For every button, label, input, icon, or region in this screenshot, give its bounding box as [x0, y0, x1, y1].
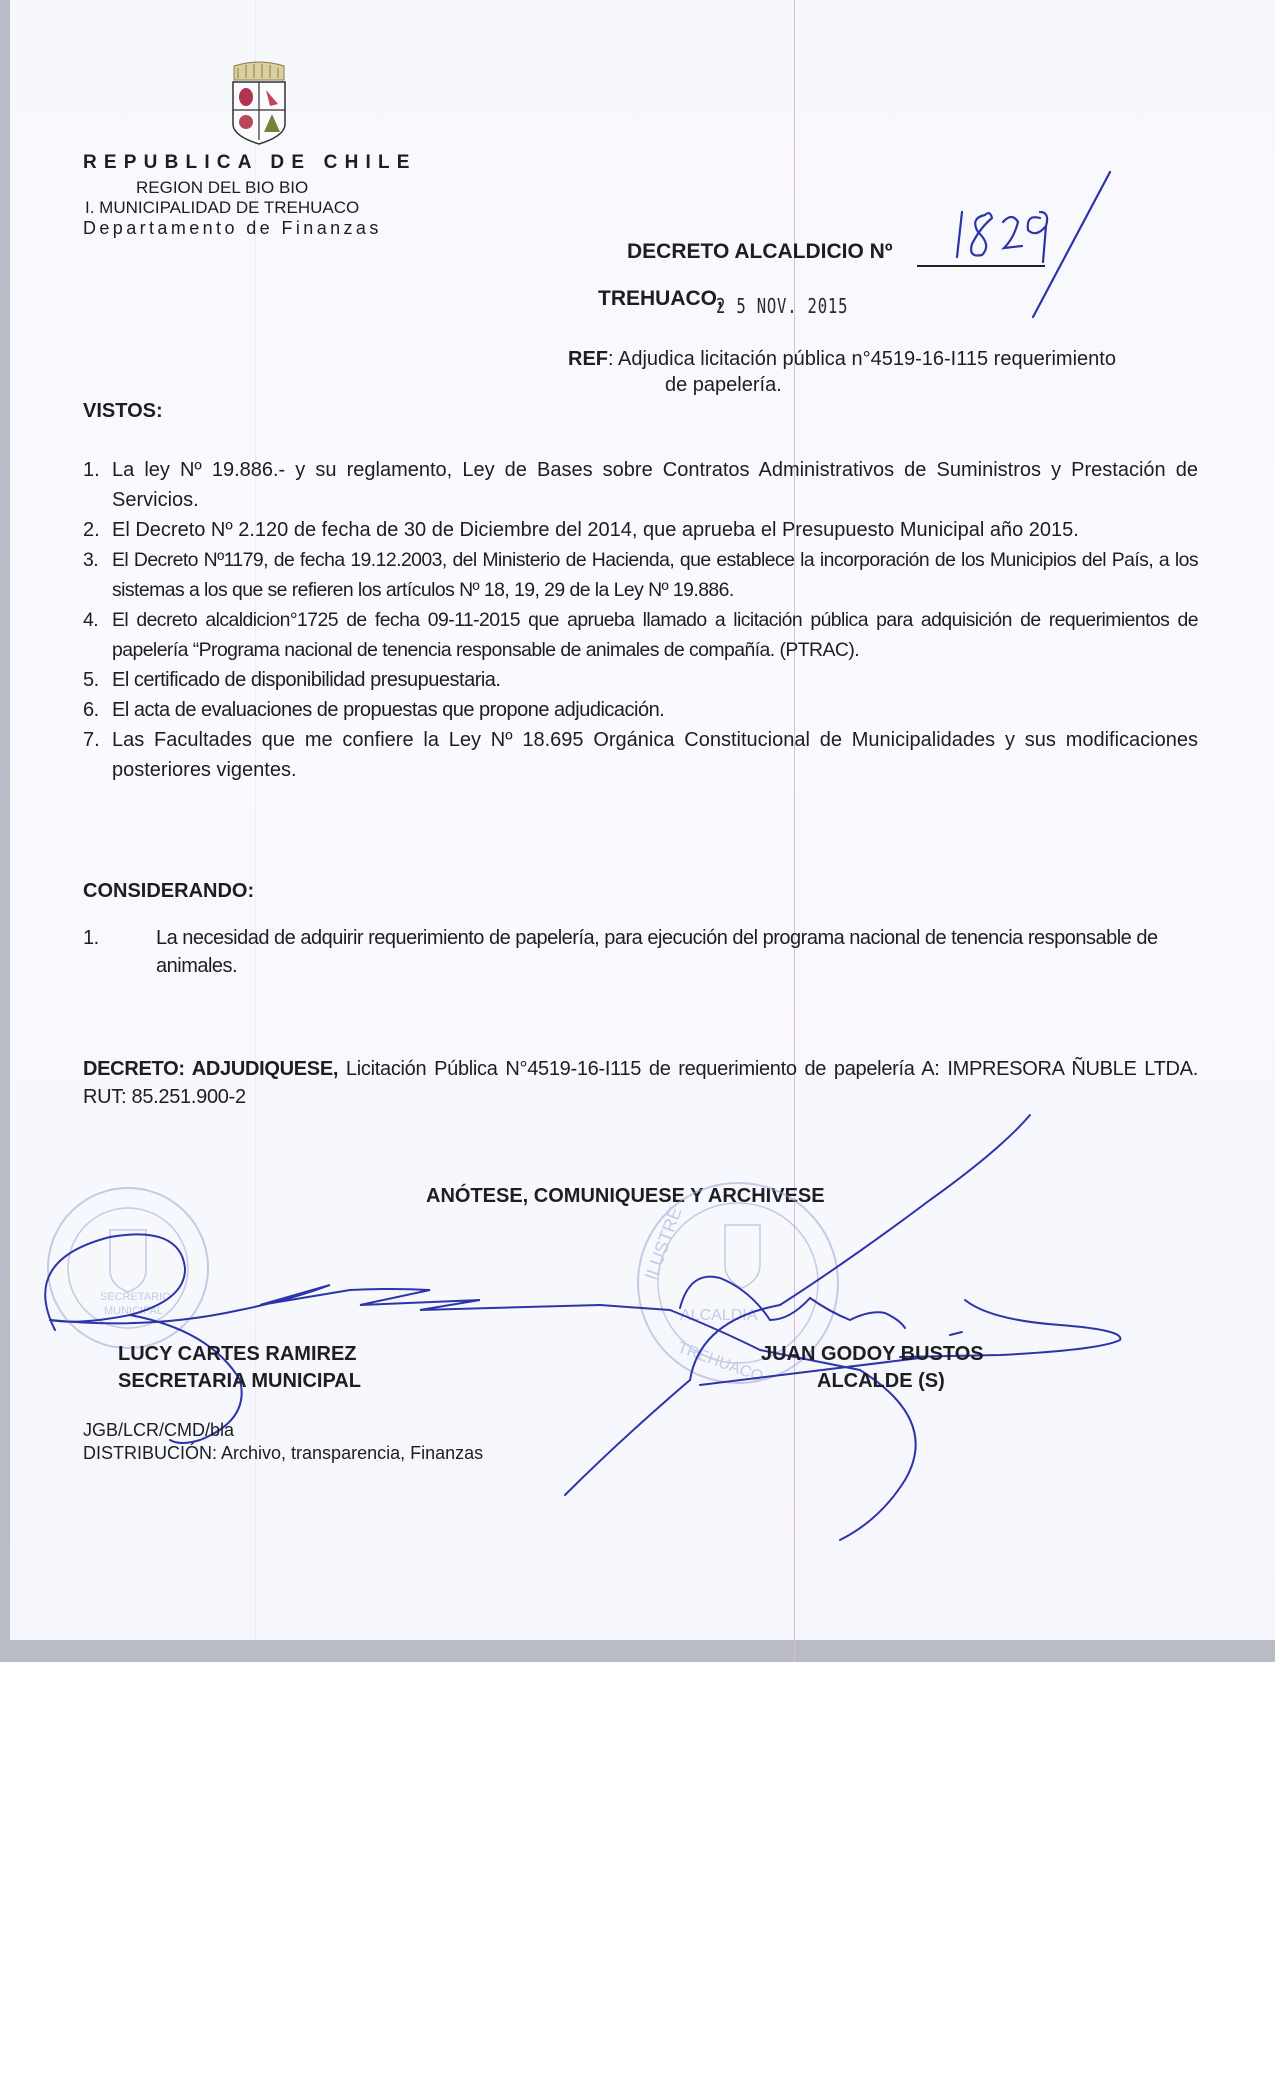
decree-place: TREHUACO,	[598, 287, 723, 310]
svg-text:TREHUACO: TREHUACO	[675, 1339, 766, 1386]
item-number: 6.	[83, 699, 99, 721]
vistos-item	[83, 605, 1198, 665]
item-text: El Decreto Nº1179, de fecha 19.12.2003, del Ministerio de Hacienda, que establece la incorporación de los Municipios del País, a los sistemas a los que se refieren los artículos Nº 18, 19, 29 de la Ley Nº 19.886.	[112, 549, 1198, 601]
item-text: El decreto alcaldicion°1725 de fecha 09-11-2015 que aprueba llamado a licitación pública para adquisición de requerimientos de papelería “Programa nacional de tenencia responsable de animales de compañía. (PTRAC).	[112, 609, 1198, 661]
considerando-item	[83, 924, 1198, 980]
reference-line-2: de papelería.	[665, 374, 782, 396]
item-text: Las Facultades que me confiere la Ley Nº 18.695 Orgánica Constitucional de Municipalidades y sus modificaciones posteriores vigentes.	[112, 729, 1198, 781]
item-text: La necesidad de adquirir requerimiento de papelería, para ejecución del programa nacional de tenencia responsable de animales.	[156, 927, 1158, 977]
vistos-item	[83, 545, 1198, 605]
header-municipality: I. MUNICIPALIDAD DE TREHUACO	[85, 198, 360, 217]
considerando-heading: CONSIDERANDO:	[83, 880, 255, 902]
vistos-list	[83, 455, 1198, 785]
item-text: El acta de evaluaciones de propuestas que propone adjudicación.	[112, 699, 665, 721]
date-stamp: 2 5 NOV. 2015	[716, 294, 849, 318]
header-country: REPUBLICA DE CHILE	[83, 152, 417, 173]
item-number: 2.	[83, 519, 100, 541]
item-text: La ley Nº 19.886.- y su reglamento, Ley de Bases sobre Contratos Administrativos de Suministros y Prestación de Servicios.	[112, 459, 1198, 511]
mayor-title: ALCALDE (S)	[817, 1370, 945, 1392]
item-text: El Decreto Nº 2.120 de fecha de 30 de Diciembre del 2014, que aprueba el Presupuesto Municipal año 2015.	[112, 519, 1079, 541]
vistos-item	[83, 515, 1198, 545]
header-region: REGION DEL BIO BIO	[136, 178, 309, 197]
svg-text:SECRETARIO: SECRETARIO	[100, 1291, 171, 1303]
closing-formula: ANÓTESE, COMUNIQUESE Y ARCHIVESE	[426, 1185, 825, 1207]
item-text: El certificado de disponibilidad presupuestaria.	[112, 669, 501, 691]
distribution: DISTRIBUCIÓN: Archivo, transparencia, Finanzas	[83, 1443, 484, 1463]
svg-text:MUNICIPAL: MUNICIPAL	[104, 1305, 164, 1317]
vistos-item	[83, 455, 1198, 515]
item-number: 7.	[83, 729, 100, 751]
initials: JGB/LCR/CMD/bla	[83, 1420, 235, 1440]
reference-line-1	[568, 348, 1116, 371]
resolution-paragraph	[83, 1055, 1198, 1111]
item-number: 4.	[83, 609, 99, 631]
reference-text: : Adjudica licitación pública n°4519-16-I115 requerimiento	[608, 348, 1116, 370]
item-number: 1.	[83, 927, 99, 949]
item-number: 5.	[83, 669, 99, 691]
item-number: 3.	[83, 549, 99, 571]
vistos-item	[83, 695, 1198, 725]
svg-text:ILUSTRE: ILUSTRE	[640, 1204, 686, 1283]
considerando-list	[83, 924, 1198, 980]
vistos-item	[83, 665, 1198, 695]
svg-text:ALCALDIA: ALCALDIA	[680, 1307, 758, 1324]
scan-crease	[255, 0, 256, 1640]
mayor-name: JUAN GODOY BUSTOS	[761, 1343, 984, 1365]
decree-title: DECRETO ALCALDICIO Nº	[627, 240, 893, 263]
vistos-heading: VISTOS:	[83, 400, 163, 422]
reference-label: REF	[568, 348, 608, 370]
item-number: 1.	[83, 459, 100, 481]
secretary-name: LUCY CARTES RAMIREZ	[118, 1343, 357, 1365]
municipal-crest-icon	[228, 60, 290, 146]
decree-number-line	[917, 265, 1045, 267]
vistos-item	[83, 725, 1198, 785]
resolution-text: Licitación Pública N°4519-16-I115 de requerimiento de papelería A: IMPRESORA ÑUBLE LTDA. RUT: 85.251.900-2	[83, 1058, 1198, 1108]
secretary-title: SECRETARIA MUNICIPAL	[118, 1370, 361, 1392]
resolution-label: DECRETO: ADJUDIQUESE,	[83, 1058, 339, 1080]
header-department: Departamento de Finanzas	[83, 218, 382, 238]
